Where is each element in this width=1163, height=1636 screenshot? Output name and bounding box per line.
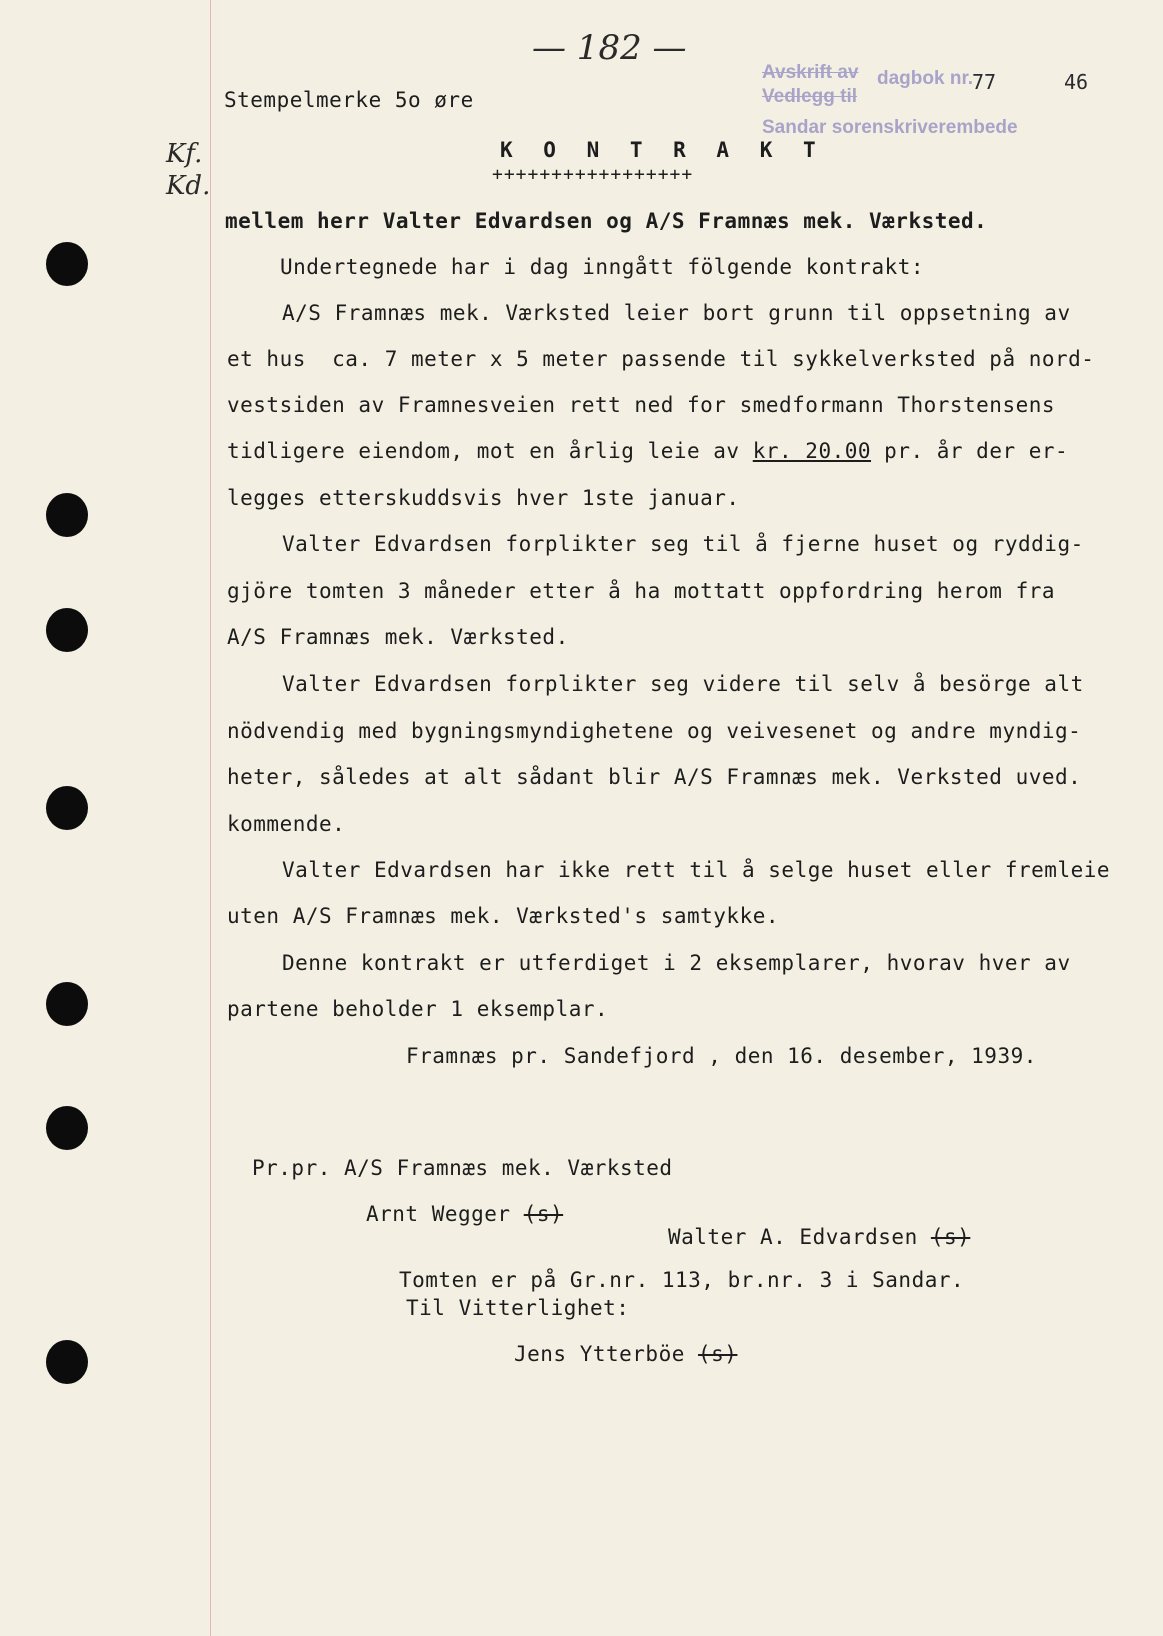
body-line: kommende. <box>227 812 346 836</box>
body-line: heter, således at alt sådant blir A/S Framnæs mek. Verksted uved. <box>227 765 1082 789</box>
punch-hole <box>46 608 88 652</box>
punch-hole <box>46 1340 88 1384</box>
body-line: Valter Edvardsen forplikter seg til å fjerne huset og ryddig- <box>282 532 1084 556</box>
rent-amount: kr. 20.00 <box>752 439 872 463</box>
body-line: legges etterskuddsvis hver 1ste januar. <box>227 486 740 510</box>
signer-arnt-wegger <box>366 1202 563 1226</box>
punch-hole <box>46 786 88 830</box>
signer-name: Walter A. Edvardsen <box>668 1225 931 1249</box>
body-line: uten A/S Framnæs mek. Værksted's samtykke. <box>227 904 780 928</box>
body-line: et hus ca. 7 meter x 5 meter passende til sykkelverksted på nord- <box>227 347 1095 371</box>
body-line: Undertegnede har i dag inngått fölgende kontrakt: <box>280 255 925 279</box>
stamp-number: 77 <box>972 70 997 94</box>
body-line: Valter Edvardsen forplikter seg videre til selv å besörge alt <box>282 672 1084 696</box>
body-line: A/S Framnæs mek. Værksted leier bort grunn til oppsetning av <box>282 301 1071 325</box>
signature-mark: (s) <box>930 1225 971 1249</box>
body-line: nödvendig med bygningsmyndighetene og veivesenet og andre myndig- <box>227 719 1082 743</box>
signer-name: Arnt Wegger <box>366 1202 524 1226</box>
witness-label: Til Vitterlighet: <box>406 1296 630 1320</box>
stamp-avskrift: Avskrift av <box>762 62 859 83</box>
line-text: tidligere eiendom, mot en årlig leie av <box>227 439 753 463</box>
punch-hole <box>46 982 88 1026</box>
signature-mark: (s) <box>698 1342 738 1366</box>
punch-hole <box>46 242 88 286</box>
margin-rule <box>210 0 211 1636</box>
line-text: pr. år der er- <box>871 439 1069 463</box>
page-number: — 182 — <box>532 28 687 68</box>
signature-mark: (s) <box>523 1202 564 1226</box>
witness-signature <box>514 1342 737 1366</box>
punch-hole <box>46 493 88 537</box>
stamp-duty-note: Stempelmerke 5o øre <box>224 88 474 112</box>
company-signature-line: Pr.pr. A/S Framnæs mek. Værksted <box>252 1156 673 1180</box>
body-line: mellem herr Valter Edvardsen og A/S Framnæs mek. Værksted. <box>225 209 988 233</box>
body-line: A/S Framnæs mek. Værksted. <box>227 625 569 649</box>
stamp-vedlegg: Vedlegg til <box>762 86 858 107</box>
body-line: vestsiden av Framnesveien rett ned for smedformann Thorstensens <box>227 393 1056 417</box>
body-line <box>227 439 1068 463</box>
stamp-dagbok: dagbok nr. <box>877 68 974 89</box>
body-line: partene beholder 1 eksemplar. <box>227 997 609 1021</box>
witness-name: Jens Ytterböe <box>514 1342 699 1366</box>
stamp-year: 46 <box>1064 70 1089 94</box>
place-date-line: Framnæs pr. Sandefjord , den 16. desember, 1939. <box>406 1044 1037 1068</box>
title-underline: +++++++++++++++++ <box>492 164 694 185</box>
margin-note: Kf. Kd. <box>166 139 211 201</box>
property-note: Tomten er på Gr.nr. 113, br.nr. 3 i Sandar. <box>399 1268 965 1292</box>
body-line: Denne kontrakt er utferdiget i 2 eksemplarer, hvorav hver av <box>282 951 1071 975</box>
stamp-office: Sandar sorenskriverembede <box>762 117 1018 138</box>
body-line: Valter Edvardsen har ikke rett til å selge huset eller fremleie <box>282 858 1111 882</box>
body-line: gjöre tomten 3 måneder etter å ha mottatt oppfordring herom fra <box>227 579 1056 603</box>
document-title: K O N T R A K T <box>500 138 825 162</box>
signer-walter-edvardsen <box>668 1225 970 1249</box>
punch-hole <box>46 1106 88 1150</box>
